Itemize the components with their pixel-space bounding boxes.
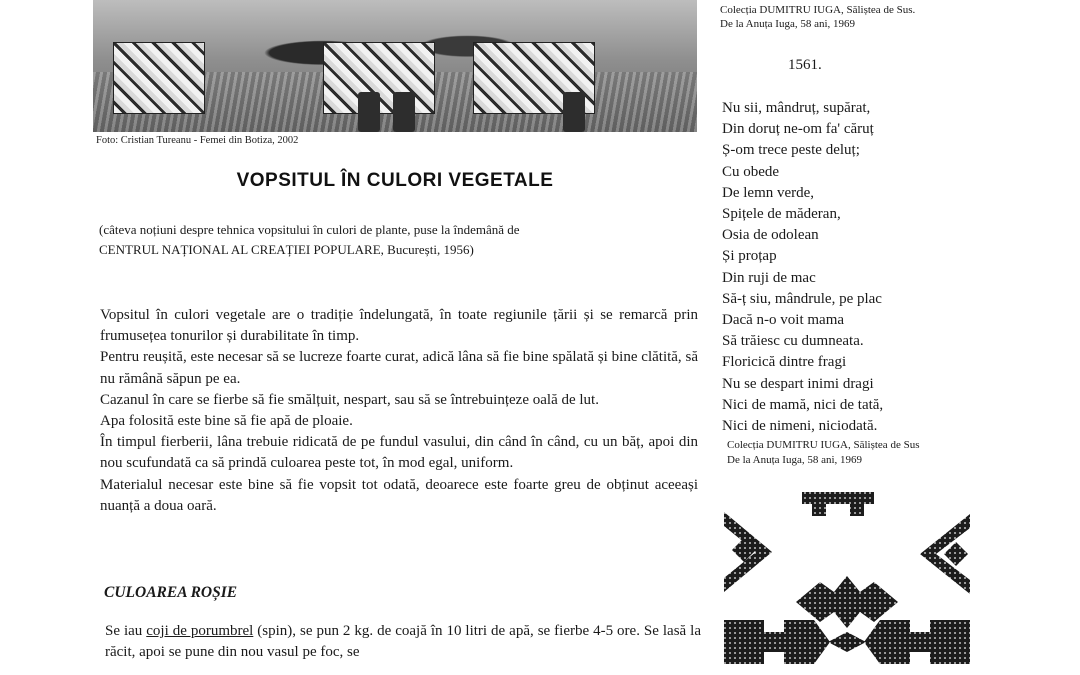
collection-credit-top <box>720 3 915 31</box>
section-title: CULOAREA ROȘIE <box>104 584 238 601</box>
photo-figure-leg <box>358 92 380 132</box>
poem-line: Din ruji de mac <box>722 269 816 286</box>
poem-line: Și proțap <box>722 248 777 265</box>
poem-line: Nu se despart inimi dragi <box>722 375 874 392</box>
section-body <box>105 621 701 663</box>
photo-embroidered-skirt <box>113 42 205 114</box>
folk-poem <box>722 98 883 437</box>
poem-line: Cu obede <box>722 163 780 180</box>
poem-line: Din doruț ne-om fa' căruț <box>722 121 874 138</box>
article-body <box>100 305 698 517</box>
collection-credit-bottom <box>727 438 919 468</box>
paragraph: În timpul fierberii, lâna trebuie ridicată de pe fundul vasului, din când în când, cu un băț, apoi din nou scufundată ca să prindă culoarea peste tot, în mod egal, uniform. <box>100 434 698 472</box>
credit-line: De la Anuța Iuga, 58 ani, 1969 <box>727 454 863 466</box>
embroidery-pattern <box>724 492 970 675</box>
paragraph: Vopsitul în culori vegetale are o tradiție îndelungată, în toate regiunile țării și se remarcă prin frumusețea tonurilor și durabilitate în timp. <box>100 307 698 345</box>
poem-line: Să trăiesc cu dumneata. <box>722 333 864 350</box>
credit-line: Colecția DUMITRU IUGA, Săliștea de Sus <box>727 439 920 451</box>
poem-line: Să-ț siu, mândrule, pe plac <box>722 290 882 307</box>
article-title: VOPSITUL ÎN CULORI VEGETALE <box>236 170 554 191</box>
poem-line: Nici de nimeni, niciodată. <box>722 418 878 435</box>
poem-line: De lemn verde, <box>722 184 815 201</box>
poem-line: Ș-om trece peste deluț; <box>722 142 860 159</box>
photo-caption: Foto: Cristian Tureanu - Femei din Botiza, 2002 <box>96 135 299 146</box>
credit-line: Colecția DUMITRU IUGA, Săliștea de Sus. <box>720 4 916 16</box>
photo-figure-leg <box>393 92 415 132</box>
poem-line: Spițele de măderan, <box>722 206 841 223</box>
paragraph <box>105 621 701 663</box>
embroidery-motif-icon <box>724 492 970 675</box>
poem-line: Dacă n-o voit mama <box>722 312 845 329</box>
paragraph: Pentru reușită, este necesar să se lucreze foarte curat, adică lâna să fie bine spălată și bine clătită, să nu rămână săpun pe ea. <box>100 349 698 387</box>
photo-figure-leg <box>563 92 585 132</box>
subtitle-line: CENTRUL NAȚIONAL AL CREAȚIEI POPULARE, București, 1956) <box>99 242 474 257</box>
credit-line: De la Anuța Iuga, 58 ani, 1969 <box>720 18 856 30</box>
paragraph: Cazanul în care se fierbe să fie smălțuit, nespart, sau să se întrebuințeze oală de lut. <box>100 391 599 408</box>
paragraph: Materialul necesar este bine să fie vopsit tot odată, deoarece este foarte greu de obținut aceeași nuanță a doua oară. <box>100 476 698 514</box>
text-run: Se iau <box>105 623 147 639</box>
text-run: (spin), se pun 2 kg. de coajă în 10 litri de apă, se fierbe 4-5 ore. Se lasă la răcit, apoi se pune din nou vasul pe foc, se <box>105 623 701 660</box>
poem-line: Nu sii, mândruț, supărat, <box>722 100 871 116</box>
underlined-term: coji de porumbrel <box>146 623 254 639</box>
paragraph: Apa folosită este bine să fie apă de ploaie. <box>100 413 353 430</box>
poem-line: Nici de mamă, nici de tată, <box>722 396 884 413</box>
subtitle-line: (câteva noțiuni despre tehnica vopsitului în culori de plante, puse la îndemână de <box>99 222 520 237</box>
article-subtitle <box>99 220 699 260</box>
poem-line: Osia de odolean <box>722 227 819 244</box>
poem-number: 1561. <box>788 57 822 73</box>
poem-line: Floricică dintre fragi <box>722 354 847 371</box>
folk-photo <box>93 0 697 132</box>
